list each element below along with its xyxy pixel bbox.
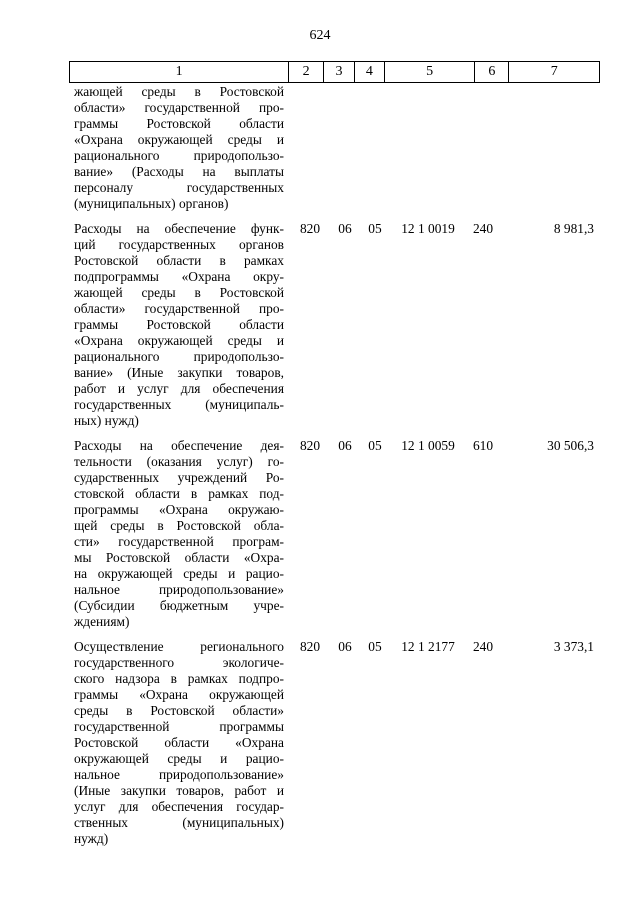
row-subsection: 05: [368, 221, 382, 236]
row-code: 820: [299, 639, 321, 654]
row-subsection: 05: [368, 639, 382, 654]
row-description-line: сударственных учреждений Ро-: [74, 470, 284, 485]
row-target-article: 12 1 0019: [401, 221, 455, 236]
row-description-line: ского надзора в рамках подпро-: [74, 671, 284, 686]
row-description-line: на окружающей среды и рацио-: [74, 566, 284, 581]
row-description-line: рационального природопользо-: [74, 148, 284, 163]
row-subsection: 05: [368, 438, 382, 453]
row-description-line: жающей среды в Ростовской: [74, 84, 284, 99]
row-description-line: программы «Охрана окружаю-: [74, 502, 284, 517]
row-description-line: нальное природопользование»: [74, 582, 284, 597]
header-col-6: 6: [475, 62, 509, 82]
row-description-line: Расходы на обеспечение дея-: [74, 438, 284, 453]
row-section: 06: [338, 639, 352, 654]
row-description-line: государственной программы: [74, 719, 284, 734]
row-target-article: 12 1 2177: [401, 639, 455, 654]
row-description-line: ждениям): [74, 614, 130, 629]
row-description-line: Осуществление регионального: [74, 639, 284, 654]
row-code: 820: [299, 221, 321, 236]
row-amount: 30 506,3: [547, 438, 594, 453]
header-col-2: 2: [289, 62, 324, 82]
table-header-row: [69, 61, 600, 83]
row-description-line: подпрограммы «Охрана окру-: [74, 269, 284, 284]
row-section: 06: [338, 221, 352, 236]
row-description-line: (Субсидии бюджетным учре-: [74, 598, 284, 613]
row-expense-type: 240: [472, 221, 494, 236]
row-amount: 8 981,3: [553, 221, 594, 236]
row-description-line: стовской области в рамках под-: [74, 486, 284, 501]
row-description-line: окружающей среды и рацио-: [74, 751, 284, 766]
row-description-line: граммы «Охрана окружающей: [74, 687, 284, 702]
row-description-line: жающей среды в Ростовской: [74, 285, 284, 300]
row-description-line: ственных (муниципальных): [74, 815, 284, 830]
row-expense-type: 610: [472, 438, 494, 453]
row-description-line: области» государственной про-: [74, 301, 284, 316]
header-col-7: 7: [550, 64, 558, 79]
row-target-article: 12 1 0059: [401, 438, 455, 453]
row-description-line: нальное природопользование»: [74, 767, 284, 782]
row-section: 06: [338, 438, 352, 453]
row-description-line: ных) нужд): [74, 413, 139, 428]
header-col-4: 4: [355, 62, 385, 82]
row-description-line: Расходы на обеспечение функ-: [74, 221, 284, 236]
row-description-line: рационального природопользо-: [74, 349, 284, 364]
row-code: 820: [299, 438, 321, 453]
row-description-line: нужд): [74, 831, 109, 846]
row-description-line: «Охрана окружающей среды и: [74, 132, 284, 147]
row-description-line: среды в Ростовской области»: [74, 703, 284, 718]
header-col-5: 5: [385, 62, 476, 82]
header-col-3: 3: [324, 62, 355, 82]
row-description-line: государственных (муниципаль-: [74, 397, 284, 412]
row-description-line: услуг для обеспечения государ-: [74, 799, 284, 814]
row-description-line: мы Ростовской области «Охра-: [74, 550, 284, 565]
row-description-line: (Иные закупки товаров, работ и: [74, 783, 284, 798]
row-description-line: (муниципальных) органов): [74, 196, 229, 211]
row-description-line: «Охрана окружающей среды и: [74, 333, 284, 348]
row-description-line: граммы Ростовской области: [74, 317, 284, 332]
row-description-line: тельности (оказания услуг) го-: [74, 454, 284, 469]
row-description-line: щей среды в Ростовской обла-: [74, 518, 284, 533]
row-description-line: сти» государственной програм-: [74, 534, 284, 549]
row-description-line: вание» (Иные закупки товаров,: [74, 365, 284, 380]
row-description-line: вание» (Расходы на выплаты: [74, 164, 284, 179]
row-description-line: государственного экологиче-: [74, 655, 284, 670]
header-col-1: 1: [70, 62, 289, 82]
row-description-line: работ и услуг для обеспечения: [74, 381, 284, 396]
row-description-line: граммы Ростовской области: [74, 116, 284, 131]
row-amount: 3 373,1: [553, 639, 594, 654]
row-description-line: ций государственных органов: [74, 237, 284, 252]
page-number: 624: [309, 28, 331, 43]
row-expense-type: 240: [472, 639, 494, 654]
row-description-line: персоналу государственных: [74, 180, 284, 195]
row-description-line: Ростовской области в рамках: [74, 253, 284, 268]
row-description-line: области» государственной про-: [74, 100, 284, 115]
row-description-line: Ростовской области «Охрана: [74, 735, 284, 750]
